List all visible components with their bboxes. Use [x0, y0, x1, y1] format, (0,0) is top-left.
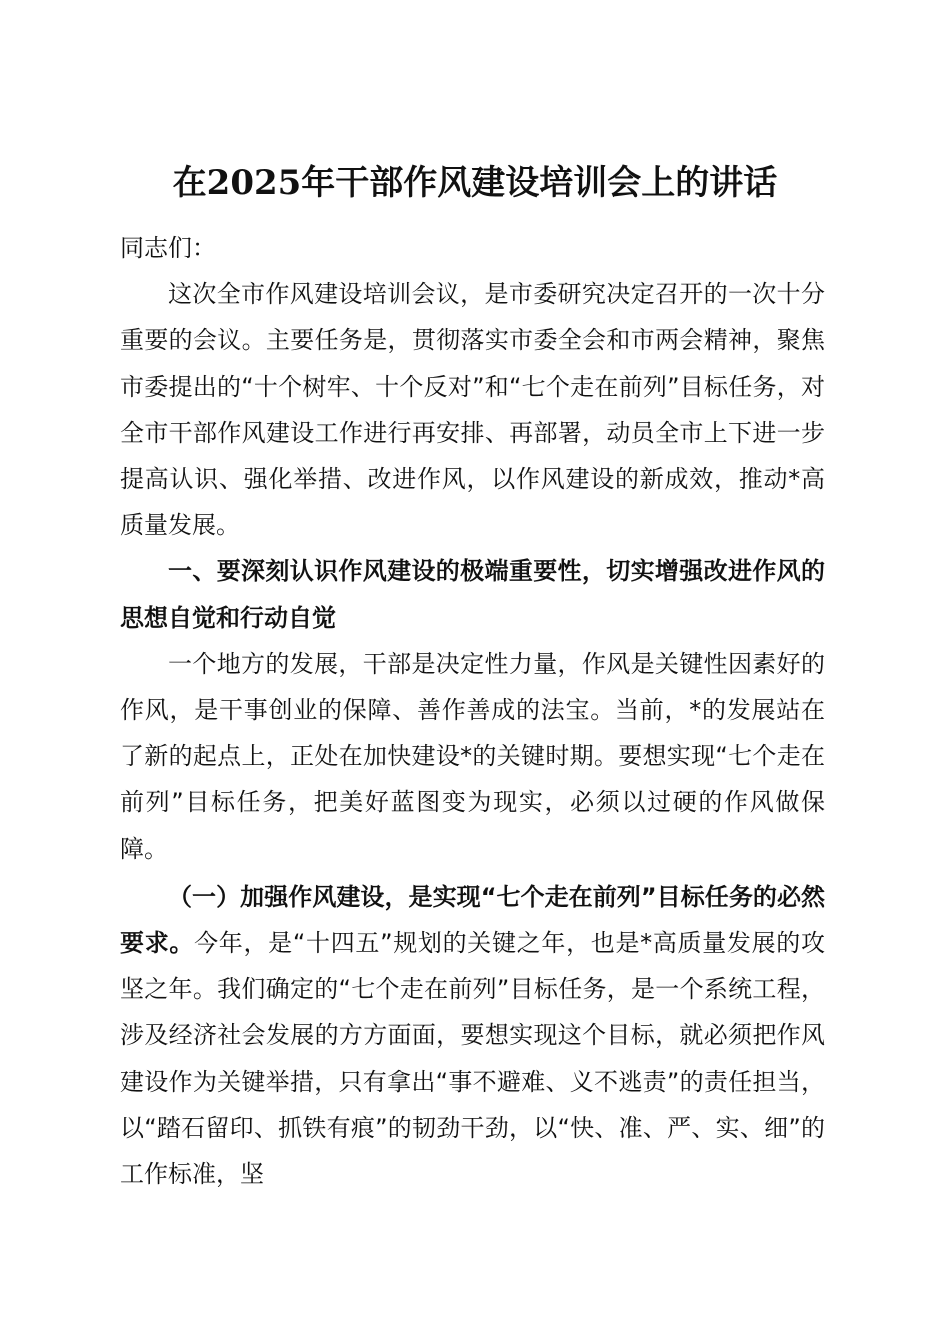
subsection-1-body: 今年，是“十四五”规划的关键之年，也是*高质量发展的攻坚之年。我们确定的“七个走在前列”目标任务，是一个系统工程，涉及经济社会发展的方方面面，要想实现这个目标，就必须把作风建设作为关键举措，只有拿出“事不避难、义不逃责”的责任担当，以“踏石留印、抓铁有痕”的韧劲干劲，以“快、准、严、实、细”的工作标准，坚: [120, 929, 826, 1189]
section-heading-1: 一、要深刻认识作风建设的极端重要性，切实增强改进作风的思想自觉和行动自觉: [120, 557, 825, 632]
document-body: [120, 225, 825, 1197]
subsection-1-paragraph: [120, 874, 825, 1197]
section-1-paragraph: 一个地方的发展，干部是决定性力量，作风是关键性因素好的作风，是干事创业的保障、善作善成的法宝。当前，*的发展站在了新的起点上，正处在加快建设*的关键时期。要想实现“七个走在前列”目标任务，把美好蓝图变为现实，必须以过硬的作风做保障。: [120, 649, 825, 863]
salutation: 同志们：: [120, 234, 216, 262]
intro-paragraph: 这次全市作风建设培训会议，是市委研究决定召开的一次十分重要的会议。主要任务是，贯彻落实市委全会和市两会精神，聚焦市委提出的“十个树牢、十个反对”和“七个走在前列”目标任务，对全市干部作风建设工作进行再安排、再部署，动员全市上下进一步提高认识、强化举措、改进作风，以作风建设的新成效，推动*高质量发展。: [120, 280, 825, 540]
document-title: 在2025年干部作风建设培训会上的讲话: [172, 162, 778, 203]
subsection-1-lead: （一）加强作风建设，是实现“七个走在前列”目标任务的必然要求。: [120, 882, 825, 958]
